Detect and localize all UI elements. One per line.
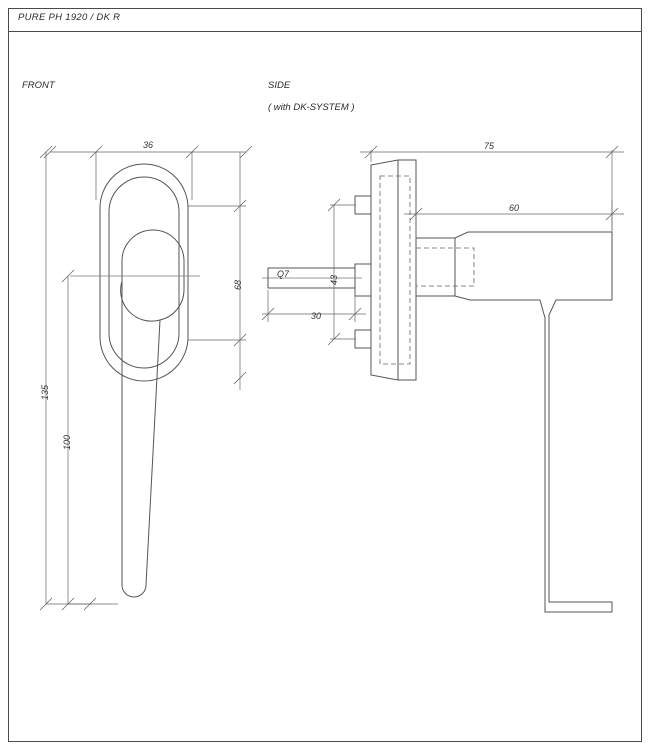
dim-text-43: 43: [329, 274, 339, 285]
side-lever-body: [416, 232, 612, 612]
side-view-label: SIDE: [268, 80, 291, 91]
frame-top-border: [8, 8, 642, 9]
dim-43: [328, 199, 356, 345]
dim-text-60: 60: [509, 203, 520, 213]
frame-left-border: [8, 8, 9, 742]
drawing-title: PURE PH 1920 / DK R: [18, 12, 121, 23]
front-rose-outline: [100, 164, 188, 381]
dim-text-100: 100: [62, 434, 72, 450]
dim-text-68: 68: [233, 279, 243, 290]
frame-bottom-border: [8, 741, 642, 742]
side-view-sublabel: ( with DK-SYSTEM ): [268, 102, 355, 113]
dim-text-135: 135: [40, 384, 50, 400]
front-view-label: FRONT: [22, 80, 55, 91]
title-separator: [8, 31, 642, 32]
dim-text-q7: Q7: [277, 269, 290, 279]
dim-text-30: 30: [311, 311, 322, 321]
dim-68: [188, 152, 246, 390]
side-rose-hidden-profile: [380, 176, 410, 364]
frame-right-border: [641, 8, 642, 742]
front-rose-inner: [109, 177, 179, 368]
dim-text-75: 75: [484, 141, 495, 151]
side-fixing-lugs: [355, 196, 371, 348]
dim-text-36: 36: [143, 140, 154, 150]
side-rose-plate: [371, 160, 416, 380]
front-lever: [121, 230, 184, 597]
dim-135: [40, 146, 92, 610]
dim-75: [360, 146, 624, 230]
side-bore-hidden: [416, 248, 474, 286]
dim-36: [44, 146, 252, 200]
